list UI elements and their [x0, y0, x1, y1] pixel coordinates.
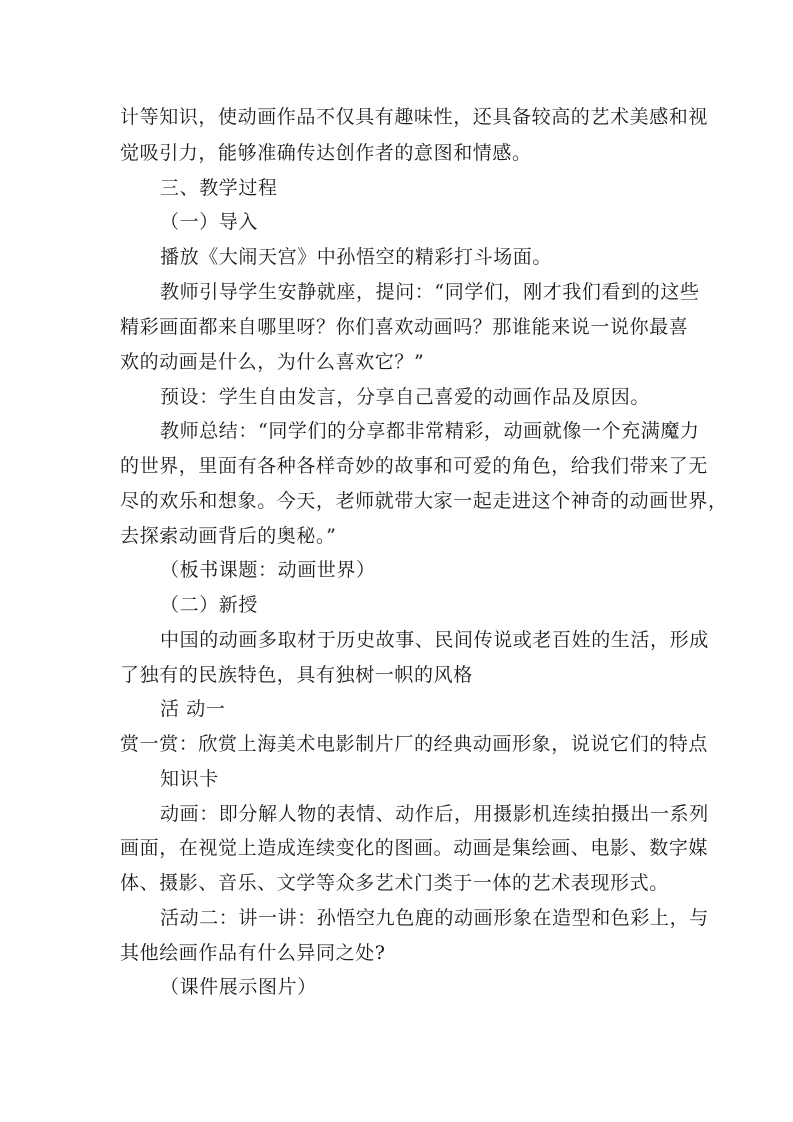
paragraph-line: 预设：学生自由发言，分享自己喜爱的动画作品及原因。 — [160, 386, 651, 408]
paragraph-line: 的世界，里面有各种各样奇妙的故事和可爱的角色，给我们带来了无 — [120, 455, 709, 477]
paragraph-line: 觉吸引力，能够准确传达创作者的意图和情感。 — [120, 142, 532, 164]
paragraph-line: 教师引导学生安静就座，提问：“同学们，刚才我们看到的这些 — [160, 281, 700, 303]
activity-heading: 活 动一 — [160, 698, 226, 720]
paragraph-line: 计等知识，使动画作品不仅具有趣味性，还具备较高的艺术美感和视 — [120, 106, 709, 128]
section-heading: 三、教学过程 — [160, 177, 278, 199]
paragraph-line: 精彩画面都来自哪里呀？你们喜欢动画吗？那谁能来说一说你最喜 — [120, 316, 689, 338]
paragraph-line: 动画：即分解人物的表情、动作后，用摄影机连续拍摄出一系列 — [160, 803, 709, 825]
paragraph-line: 了独有的民族特色，具有独树一帜的风格 — [120, 664, 473, 686]
subsection-heading: （二）新授 — [160, 594, 259, 616]
knowledge-card-heading: 知识卡 — [160, 768, 219, 790]
paragraph-line: （板书课题：动画世界） — [160, 559, 376, 581]
paragraph-line: 教师总结：“同学们的分享都非常精彩，动画就像一个充满魔力 — [160, 420, 700, 442]
paragraph-line: 尽的欢乐和想象。今天，老师就带大家一起走进这个神奇的动画世界， — [120, 490, 728, 512]
paragraph-line: 赏一赏：欣赏上海美术电影制片厂的经典动画形象，说说它们的特点 — [120, 733, 709, 755]
paragraph-line: （课件展示图片） — [160, 976, 317, 998]
paragraph-line: 画面，在视觉上造成连续变化的图画。动画是集绘画、电影、数字媒 — [120, 837, 709, 859]
subsection-heading: （一）导入 — [160, 211, 259, 233]
paragraph-line: 去探索动画背后的奥秘。” — [120, 525, 337, 547]
paragraph-line: 活动二：讲一讲：孙悟空九色鹿的动画形象在造型和色彩上，与 — [160, 907, 709, 929]
paragraph-line: 欢的动画是什么，为什么喜欢它？” — [120, 351, 425, 373]
paragraph-line: 中国的动画多取材于历史故事、民间传说或老百姓的生活，形成 — [160, 629, 709, 651]
paragraph-line: 播放《大闹天宫》中孙悟空的精彩打斗场面。 — [160, 246, 553, 268]
paragraph-line: 体、摄影、音乐、文学等众多艺术门类于一体的艺术表现形式。 — [120, 872, 669, 894]
paragraph-line: 其他绘画作品有什么异同之处? — [120, 942, 386, 964]
